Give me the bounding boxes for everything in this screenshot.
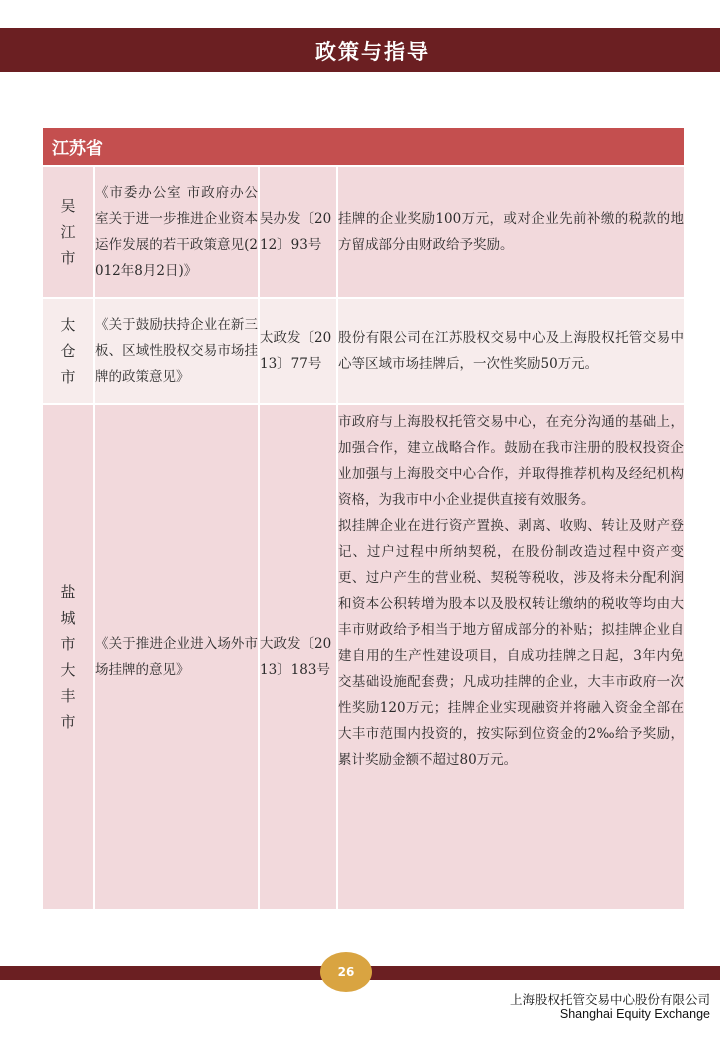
doc-number-cell: 大政发〔2013〕183号 [259,404,337,910]
table-row [43,404,684,910]
policy-paragraph: 市政府与上海股权托管交易中心，在充分沟通的基础上，加强合作，建立战略合作。鼓励在我市注册的股权投资企业加强与上海股交中心合作，并取得推荐机构及经纪机构资格，为我市中小企业提供直接有效服务。 [338,414,684,508]
company-name-cn: 上海股权托管交易中心股份有限公司 [509,992,710,1007]
page-number: 26 [337,965,355,979]
policy-content-cell: 挂牌的企业奖励100万元，或对企业先前补缴的税款的地方留成部分由财政给予奖励。 [337,166,684,298]
doc-title-cell: 《市委办公室 市政府办公室关于进一步推进企业资本运作发展的若干政策意见(2012年8月2日)》 [94,166,259,298]
page-number-badge [320,952,372,992]
section-title: 江苏省 [43,128,684,166]
city-cell [43,166,94,298]
doc-title-cell: 《关于鼓励扶持企业在新三板、区域性股权交易市场挂牌的政策意见》 [94,298,259,404]
doc-number-cell: 太政发〔2013〕77号 [259,298,337,404]
table-row [43,166,684,298]
company-name-en: Shanghai Equity Exchange [559,1007,710,1021]
policy-content-cell [337,404,684,910]
city-cell [43,404,94,910]
section-header-row [43,128,684,166]
doc-number-cell: 吴办发〔2012〕93号 [259,166,337,298]
policy-content-cell: 股份有限公司在江苏股权交易中心及上海股权托管交易中心等区域市场挂牌后，一次性奖励50万元。 [337,298,684,404]
page-title: 政策与指导 [315,39,430,64]
city-name: 太仓市 [60,316,76,386]
policy-paragraph: 拟挂牌企业在进行资产置换、剥离、收购、转让及财产登记、过户过程中所纳契税，在股份制改造过程中资产变更、过户产生的营业税、契税等税收，涉及将未分配利润和资本公积转增为股本以及股权转让缴纳的税收等均由大丰市财政给予相当于地方留成部分的补贴；拟挂牌企业自建自用的生产性建设项目，自成功挂牌之日起，3年内免交基础设施配套费；凡成功挂牌的企业，大丰市政府一次性奖励120万元；挂牌企业实现融资并将融入资金全部在大丰市范围内投资的，按实际到位资金的2‰给予奖励，累计奖励金额不超过80万元。 [338,518,684,768]
table-row [43,298,684,404]
policy-table [43,128,684,911]
city-name: 盐城市大丰市 [60,583,76,731]
city-name: 吴江市 [60,197,76,267]
doc-title-cell: 《关于推进企业进入场外市场挂牌的意见》 [94,404,259,910]
city-cell [43,298,94,404]
